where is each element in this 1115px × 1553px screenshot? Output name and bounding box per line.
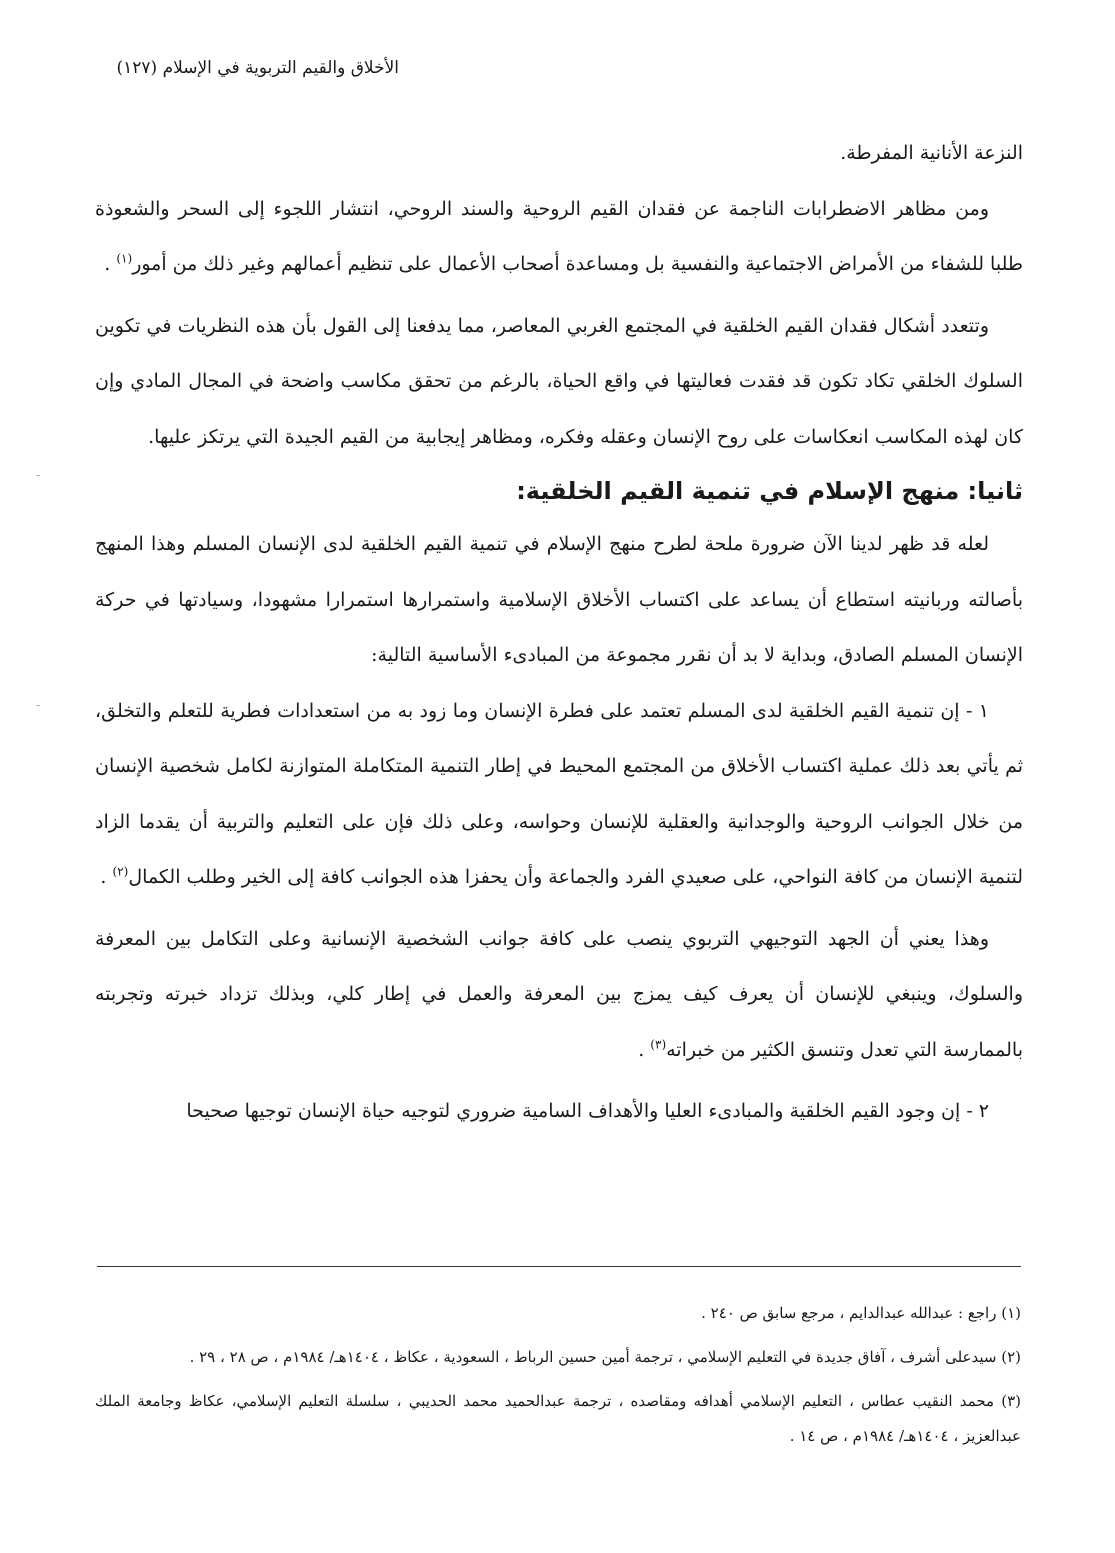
paragraph-1: النزعة الأنانية المفرطة. <box>840 142 1023 164</box>
paragraph-2-text: ومن مظاهر الاضطرابات الناجمة عن فقدان القيم الروحية والسند الروحي، انتشار اللجوء إلى السحر والشعوذة طلبا للشفاء من الأمراض الاجتماعية والنفسية بل ومساعدة أصحاب الأعمال على تنظيم أعمالهم وغير ذلك من أمور <box>95 197 1023 275</box>
paragraph-5 <box>95 684 1023 906</box>
paragraph-6-text: وهذا يعني أن الجهد التوجيهي التربوي ينصب على كافة جوانب الشخصية الإنسانية وعلى التكامل بين المعرفة والسلوك، وينبغي للإنسان أن يعرف كيف يمزج بين المعرفة والعمل في إطار كلي، وبذلك تزداد خبرته وتجربته بالممارسة التي تعدل وتنسق الكثير من خبراته <box>95 927 1023 1061</box>
paragraph-6-end: . <box>638 1038 645 1061</box>
running-header <box>106 58 399 78</box>
paragraph-2 <box>95 182 1023 293</box>
paragraph-6 <box>95 912 1023 1079</box>
section-heading: ثانيا: منهج الإسلام في تنمية القيم الخلقية: <box>516 477 1023 505</box>
footnote-ref-2: (٢) <box>112 864 129 879</box>
margin-mark: - <box>36 468 41 482</box>
page-number: (١٢٧) <box>116 58 158 78</box>
margin-mark: - <box>36 698 41 712</box>
paragraph-3: وتتعدد أشكال فقدان القيم الخلقية في المجتمع الغربي المعاصر، مما يدفعنا إلى القول بأن هذه النظريات في تكوين السلوك الخلقي تكاد تكون قد فقدت فعاليتها في واقع الحياة، بالرغم من تحقق مكاسب واضحة في المجال المادي وإن كان لهذه المكاسب انعكاسات على روح الإنسان وعقله وفكره، ومظاهر إيجابية من القيم الجيدة التي يرتكز عليها. <box>95 314 1023 448</box>
footnote-1: (١) راجع : عبدالله عبدالدايم ، مرجع سابق ص ٢٤٠ . <box>701 1304 1021 1322</box>
footnote-ref-3: (٣) <box>650 1037 667 1052</box>
paragraph-4: لعله قد ظهر لدينا الآن ضرورة ملحة لطرح منهج الإسلام في تنمية القيم الخلقية لدى الإنسان المسلم وهذا المنهج بأصالته وربانيته استطاع أن يساعد على اكتساب الأخلاق الإسلامية واستمرارها استمرارا مشهودا، وسيادتها في حركة الإنسان المسلم الصادق، وبداية لا بد أن نقرر مجموعة من المبادىء الأساسية التالية: <box>95 533 1023 666</box>
paragraph-5-text: ١ - إن تنمية القيم الخلقية لدى المسلم تعتمد على فطرة الإنسان وما زود به من استعدادات فطرية للتعلم والتخلق، ثم يأتي بعد ذلك عملية اكتساب الأخلاق من المجتمع المحيط في إطار التنمية المتكاملة المتوازنة لكامل شخصية الإنسان من خلال الجوانب الروحية والوجدانية والعقلية للإنسان وحواسه، وعلى ذلك فإن على التعليم والتربية أن يقدما الزاد لتنمية الإنسان من كافة النواحي، على صعيدي الفرد والجماعة وأن يحفزا هذه الجوانب كافة إلى الخير وطلب الكمال <box>95 699 1023 888</box>
footnote-ref-1: (١) <box>116 251 133 266</box>
body-text <box>95 126 1023 1140</box>
paragraph-2-end: . <box>104 253 111 275</box>
footnote-divider <box>97 1266 1021 1267</box>
footnote-3: (٣) محمد النقيب عطاس ، التعليم الإسلامي أهدافه ومقاصده ، ترجمة عبدالحميد محمد الحديبي ، سلسلة التعليم الإسلامي، عكاظ وجامعة الملك عبدالعزيز ، ١٤٠٤هـ/ ١٩٨٤م ، ص ١٤ . <box>95 1392 1021 1445</box>
footnotes <box>95 1296 1021 1463</box>
footnote-2: (٢) سيدعلى أشرف ، آفاق جديدة في التعليم الإسلامي ، ترجمة أمين حسين الرباط ، السعودية ، عكاظ ، ١٤٠٤هـ/ ١٩٨٤م ، ص ٢٨ ، ٢٩ . <box>189 1348 1021 1366</box>
header-title: الأخلاق والقيم التربوية في الإسلام <box>162 58 399 78</box>
paragraph-7: ٢ - إن وجود القيم الخلقية والمبادىء العليا والأهداف السامية ضروري لتوجيه حياة الإنسان توجيها صحيحا <box>186 1100 989 1122</box>
paragraph-5-end: . <box>100 866 107 888</box>
